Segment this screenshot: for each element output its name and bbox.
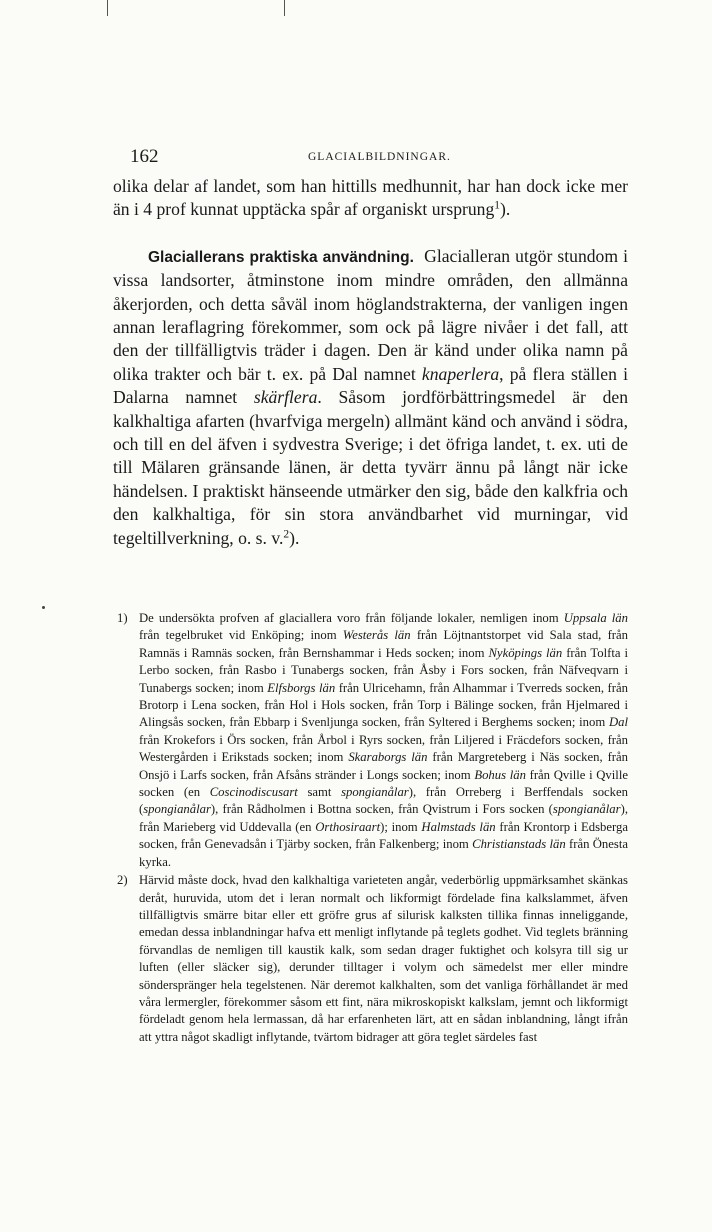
footnotes bbox=[117, 610, 628, 1046]
main-text bbox=[113, 175, 628, 550]
section-heading: Glaciallerans praktiska användning. bbox=[148, 248, 414, 266]
page-header bbox=[110, 146, 630, 170]
footnote-mark: 1) bbox=[117, 611, 128, 625]
scan-edge-mark-right bbox=[284, 0, 285, 16]
page-number: 162 bbox=[130, 146, 159, 167]
footnote-1 bbox=[117, 610, 628, 871]
term-knaperlera: knaperlera bbox=[421, 363, 500, 384]
footnote-text: Härvid måste dock, hvad den kalkhaltiga varieteten angår, vederbörlig uppmärksamhet skänkas deråt, huruvida, utom det i leran normalt och likformigt fördelade fina kalkslammet, äfven tillfälligtvis smärre bitar eller ett gröfre grus af silurisk kalksten tillika finnas inneliggande, emedan dessa inblandningar hafva ett menligt inflytande på teglets godhet. Vid teglets bränning förvandlas de nemligen till kaustik kalk, som sedan drager fuktighet och kolsyra till sig ur luften (eller släcker sig), derunder tilltager i volym och sämedelst mer eller mindre sönderspränger hela tegelstenen. När deremot kalkhalten, som det vanliga förhållandet är med våra lermergler, förekommer såsom ett fint, nära mikroskopiskt kalkslam, jemnt och likformigt fördeladt genom hela lermassan, då har erfarenheten lärt, att en sådan inblandning, långt ifrån att yttra något skadligt inflytande, tvärtom bidrager att göra teglet särdeles fast bbox=[139, 873, 628, 1044]
scan-edge-mark-left bbox=[107, 0, 108, 16]
running-head: GLACIALBILDNINGAR. bbox=[308, 151, 451, 163]
footnote-ref-2: 2 bbox=[283, 528, 290, 541]
paragraph-continued: olika delar af landet, som han hittills medhunnit, har han dock icke mer än i 4 prof kunnat upptäcka spår af organiskt ursprung$^1$). bbox=[113, 176, 628, 220]
footnote-ref-1: 1 bbox=[494, 200, 500, 213]
term-skarflera: skärflera bbox=[253, 387, 318, 408]
paragraph-glacial-clay-use: Glaciallerans praktiska användning. Glacialleran utgör stundom i vissa landsorter, åtminstone inom mindre områden, den allmänna åkerjorden, och detta såväl inom höglandstrakterna, der vanligen ingen annan leraflagring förekommer, som ock på lägre nivåer i det fall, att den der tillfälligtvis träder i dagen. Den är känd under olika namn på olika trakter och bär t. ex. på Dal namnet knaperlera, på flera ställen i Dalarna namnet skärflera. Såsom jordförbättringsmedel är den kalkhaltiga afarten (hvarfviga mergeln) allmänt känd och använd i södra, och till en del äfven i sydvestra Sverige; i det öfriga landet, t. ex. uti de till Mälaren gränsande länen, är detta tyvärr ännu på långt när icke händelsen. I praktiskt hänseende utmärker den sig, både den kalkfria och den kalkhaltiga, för sin stora användbarhet vid murningar, vid tegeltillverkning, o. s. v.$^2$). bbox=[113, 245, 629, 548]
footnote-2 bbox=[117, 872, 628, 1046]
footnote-mark: 2) bbox=[117, 873, 128, 888]
scan-speck bbox=[42, 606, 45, 609]
footnote-text: De undersökta profven af glaciallera voro från följande lokaler, nemligen inom Uppsala län från tegelbruket vid Enköping; inom Westerås län från Löjtnantstorpet vid Sala stad, från Ramnäs i Ramnäs socken, från Bernshammar i Heds socken; inom Nyköpings län från Tolfta i Lerbo socken, från Rasbo i Tunabergs socken, från Åsby i Fors socken, från Näfveqvarn i Tunabergs socken; inom Elfsborgs län från Ulricehamn, från Alhammar i Tverreds socken, från Brotorp i Lena socken, från Hol i Hols socken, från Torp i Bälinge socken, från Hjelmared i Alingsås socken, från Ebbarp i Svenljunga socken, från Syltered i Berghems socken; inom Dal från Krokefors i Örs socken, från Årbol i Ryrs socken, från Liljered i Fräcdefors socken, från Westergården i Erikstads socken; inom Skaraborgs län från Margreteberg i Näs socken, från Onsjö i Larfs socken, från Afsåns stränder i Longs socken; inom Bohus län från Qville i Qville socken (en Coscinodiscusart samt spongianålar), från Orreberg i Berffendals socken (spongianålar), från Rådholmen i Bottna socken, från Qvistrum i Fors socken (spongianålar), från Marieberg vid Uddevalla (en Orthosiraart); inom Halmstads län från Krontorp i Edsberga socken, från Genevadsån i Tjärby socken, från Falkenberg; inom Christianstads län från Önesta kyrka. bbox=[139, 611, 628, 869]
